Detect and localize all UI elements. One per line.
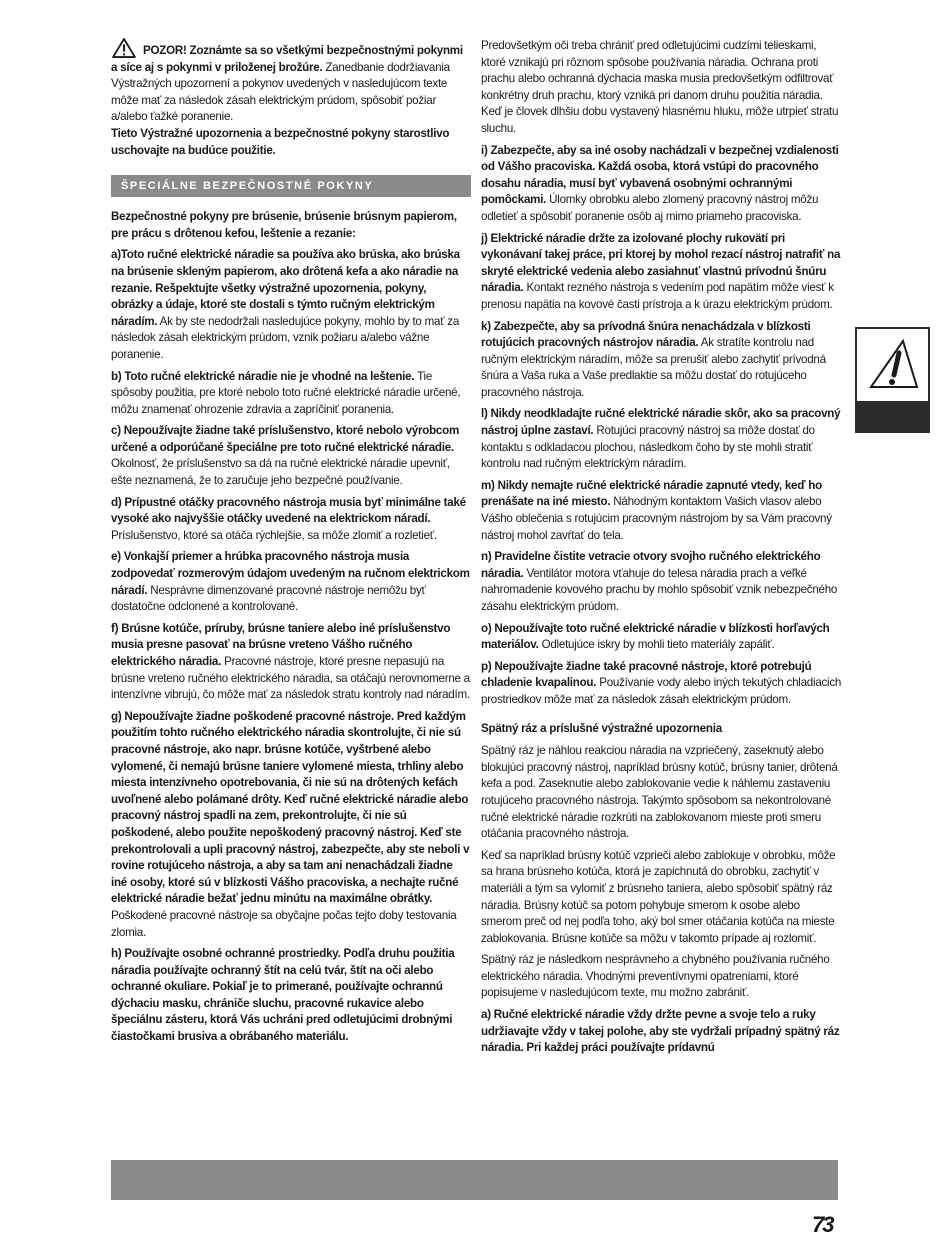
kickback-paragraph: Spätný ráz je následkom nesprávneho a chybného používania ručného elektrického náradia. Vhodnými preventívnymi opatreniami, ktoré popisujeme v nasledujúcom texte, mu možno zabrániť.	[481, 953, 830, 1000]
left-column	[111, 38, 471, 1051]
right-column	[481, 38, 843, 1062]
list-item: h) Používajte osobné ochranné prostriedky. Podľa druhu použitia náradia používajte ochranný štít na celú tvár, štít na oči alebo ochranné okuliare. Pokiaľ je to primerané, používajte ochrannú dýchaciu masku, chrániče sluchu, pracovné rukavice alebo špeciálnu zásteru, ktorá Vás uchráni pred odletujúcimi drobnými čiastočkami brusiva a obrábaného materiálu.	[111, 947, 455, 1044]
list-item: i) Zabezpečte, aby sa iné osoby nachádzali v bezpečnej vzdialenosti od Vášho pracoviska. Každá osoba, ktorá vstúpi do pracovného dosahu náradia, musí byť vybavená osobnými ochrannými pomôckami. Úlomky obrobku alebo zlomený pracovný nástroj môžu odletieť a spôsobiť poranenie osôb aj mimo priameho pracoviska.	[481, 143, 839, 223]
continuation-text: Predovšetkým oči treba chrániť pred odletujúcimi cudzími telieskami, ktoré vznikajú pri rôznom spôsobe používania náradia. Ochrana proti prachu alebo ochranná dýchacia maska musia predovšetkým odfiltrovať konkrétny druh prachu, ktorý vzniká pri danom druhu použitia náradia. Keď je človek dlhšiu dobu vystavený hlasnému hluku, môže utrpieť stratu sluchu.	[481, 39, 839, 135]
list-item: k) Zabezpečte, aby sa prívodná šnúra nenachádzala v blízkosti rotujúcich pracovných nástrojov náradia. Ak stratíte kontrolu nad ručným elektrickým náradím, môže sa prerušiť alebo zachytiť prívodná šnúra a Vaša ruka a Vaše predlaktie sa môžu dostať do rotujúceho pracovného nástroja.	[481, 319, 826, 399]
list-item: a)Toto ručné elektrické náradie sa používa ako brúska, ako brúska na brúsenie skleným papierom, ako drôtená kefa a ako náradie na rezanie. Rešpektujte všetky výstražné upozornenia, pokyny, obrázky a údaje, ktoré ste dostali s týmto ručným elektrickým náradím. Ak by ste nedodržali nasledujúce pokyny, mohlo by to mať za následok zásah elektrickým prúdom, vznik požiaru a/alebo vážne poranenie.	[111, 248, 460, 361]
page-number: 73	[812, 1212, 833, 1237]
list-item: n) Pravidelne čistite vetracie otvory svojho ručného elektrického náradia. Ventilátor motora vťahuje do telesa náradia prach a veľké nahromadenie kovového prachu by mohlo spôsobiť vznik nebezpečného zásahu elektrickým prúdom.	[481, 550, 838, 613]
list-item: e) Vonkajší priemer a hrúbka pracovného nástroja musia zodpovedať rozmerovým údajom uvedeným na ručnom elektrickom náradí. Nesprávne dimenzované pracovné nástroje nemôžu byť dostatočne odclonené a kontrolované.	[111, 550, 470, 614]
intro-text: Bezpečnostné pokyny pre brúsenie, brúsenie brúsnym papierom, pre prácu s drôtenou kefou, leštenie a rezanie:	[111, 210, 457, 240]
section-title: ŠPECIÁLNE BEZPEČNOSTNÉ POKYNY	[111, 175, 471, 197]
list-item: f) Brúsne kotúče, príruby, brúsne taniere alebo iné príslušenstvo musia presne pasovať na brúsne vreteno Vášho ručného elektrického náradia. Pracovné nástroje, ktoré presne nepasujú na brúsne vreteno ručného elektrického náradia, sa otáčajú nerovnomerne a intenzívne vibrujú, čo môže mať za následok stratu kontroly nad náradím.	[111, 621, 470, 702]
kickback-subheading: Spätný ráz a príslušné výstražné upozornenia	[481, 721, 722, 735]
warning-keep: Tieto Výstražné upozornenia a bezpečnostné pokyny starostlivo uschovajte na budúce použitie.	[111, 126, 450, 157]
exclamation-warning-icon	[857, 329, 928, 401]
warning-text: Zanedbanie dodržiavania Výstražných upozornení a pokynov uvedených v nasledujúcom texte môže mať za následok zásah elektrickým prúdom, spôsobiť požiar a/alebo ťažké poranenie.	[111, 60, 450, 124]
list-item: d) Prípustné otáčky pracovného nástroja musia byť minimálne také vysoké ako najvyššie otáčky uvedené na elektrickom náradí. Príslušenstvo, ktoré sa otáča rýchlejšie, sa môže zlomiť a rozletieť.	[111, 495, 466, 542]
warning-bold: POZOR! Zoznámte sa so všetkými bezpečnostnými pokynmi a síce aj s pokynmi v priloženej brožúre.	[111, 44, 463, 74]
warning-block	[111, 38, 471, 159]
list-item: j) Elektrické náradie držte za izolované plochy rukovätí pri vykonávaní takej práce, pri ktorej by mohol rezací nástroj natrafiť na skryté elektrické vedenia alebo zasiahnuť vlastnú prívodnú šnúru náradia. Kontakt rezného nástroja s vedením pod napätím môže viesť k prenosu napätia na kovové časti prístroja a k úrazu elektrickým prúdom.	[481, 231, 841, 311]
list-item: l) Nikdy neodkladajte ručné elektrické náradie skôr, ako sa pracovný nástroj úplne zastaví. Rotujúci pracovný nástroj sa môže dostať do kontaktu s odkladacou plochou, následkom čoho by ste mohli stratiť kontrolu nad ručným elektrickým náradím.	[481, 407, 841, 471]
list-item: c) Nepoužívajte žiadne také príslušenstvo, ktoré nebolo výrobcom určené a odporúčané špeciálne pre toto ručné elektrické náradie. Okolnosť, že príslušenstvo sa dá na ručné elektrické náradie upevniť, ešte neznamená, že to zaručuje jeho bezpečné používanie.	[111, 424, 460, 488]
list-item: b) Toto ručné elektrické náradie nie je vhodné na leštenie. Tie spôsoby použitia, pre ktoré nebolo toto ručné elektrické náradie určené, môžu znamenať ohrozenie zdravia a zapríčiniť poranenia.	[111, 369, 461, 416]
last-item-bold: a) Ručné elektrické náradie vždy držte pevne a svoje telo a ruky udržiavajte vždy v takej polohe, aby ste vydržali prípadný spätný ráz náradia. Pri každej práci používajte prídavnú	[481, 1008, 840, 1055]
footer-bar	[111, 1160, 838, 1200]
warning-triangle-icon	[111, 38, 137, 58]
list-item: p) Nepoužívajte žiadne také pracovné nástroje, ktoré potrebujú chladenie kvapalinou. Používanie vody alebo iných tekutých chladiacich prostriedkov môže mať za následok zásah elektrickým prúdom.	[481, 659, 842, 706]
kickback-paragraph: Spätný ráz je náhlou reakciou náradia na vzpriečený, zaseknutý alebo blokujúci pracovný nástroj, napríklad brúsny kotúč, brúsny tanier, drôtená kefa a pod. Zaseknutie alebo zablokovanie vedie k náhlemu zastaveniu rotujúceho pracovného nástroja. Takýmto spôsobom sa nekontrolované ručné elektrické náradie rozkrúti na zablokovanom mieste proti smeru otáčania pracovného nástroja.	[481, 744, 838, 841]
list-item: o) Nepoužívajte toto ručné elektrické náradie v blízkosti horľavých materiálov. Odletujúce iskry by mohli tieto materiály zapáliť.	[481, 621, 830, 652]
list-item: g) Nepoužívajte žiadne poškodené pracovné nástroje. Pred každým použitím tohto ručného elektrického náradia skontrolujte, či nie sú pracovné nástroje, ako napr. brúsne kotúče, vyštrbené alebo vylomené, či nemajú brúsne taniere vylomené miesta, trhliny alebo miesta intenzívneho opotrebovania, či nie sú na drôtených kefách uvoľnené alebo polámané drôty. Keď ručné elektrické náradie alebo pracovný nástroj spadli na zem, prekontrolujte, či nie sú poškodené, alebo použite nepoškodený pracovný nástroj. Keď ste prekontrolovali a upli pracovný nástroj, zabezpečte, aby ste neboli v rovine rotujúceho nástroja, a aby sa tam ani nenachádzali žiadne iné osoby, ktoré sú v blízkosti Vášho pracoviska, a nechajte ručné elektrické náradie bežať jednu minútu na maximálne obrátky. Poškodené pracovné nástroje sa obyčajne počas tejto doby testovania zlomia.	[111, 709, 470, 939]
list-item: m) Nikdy nemajte ručné elektrické náradie zapnuté vtedy, keď ho prenášate na iné miesto. Náhodným kontaktom Vašich vlasov alebo Vášho oblečenia s rotujúcim pracovným nástrojom by sa Vám pracovný nástroj mohol zavŕtať do tela.	[481, 478, 832, 542]
side-warning-tab	[855, 327, 930, 433]
kickback-paragraph: Keď sa napríklad brúsny kotúč vzprieči alebo zablokuje v obrobku, môže sa hrana brúsneho kotúča, ktorá je zapichnutá do obrobku, zachytiť v materiáli a tým sa vylomiť z brúsneho taniera, alebo spôsobiť spätný ráz náradia. Brúsny kotúč sa potom pohybuje smerom k osobe alebo smerom preč od nej podľa toho, aký bol smer otáčania kotúča na mieste zablokovania. Brúsne kotúče sa môžu v takomto prípade aj rozlomiť.	[481, 848, 836, 945]
